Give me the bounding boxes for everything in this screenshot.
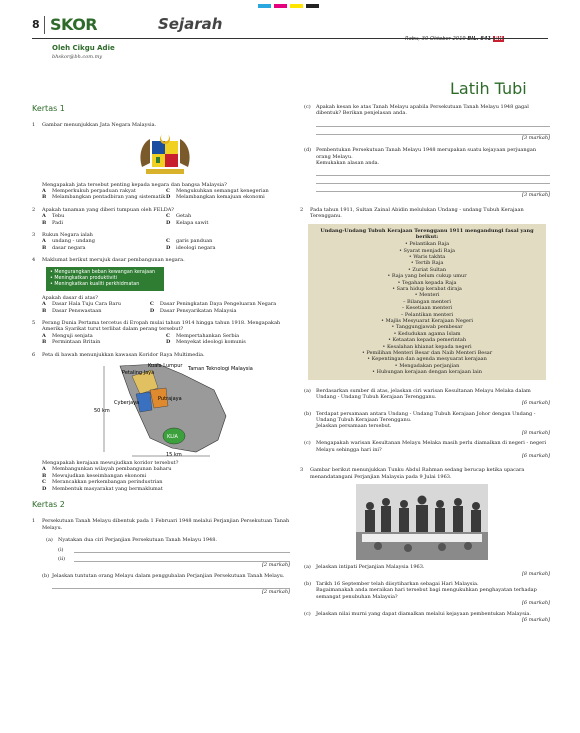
source-item: • Menteri (414, 292, 440, 299)
k1-question-2: 2 Apakah tanaman yang diberi tumpuan oleh FELDA? A Tebu B Padi C Getah D Kelapa sawit (32, 207, 290, 226)
map-label-50km: 50 km (94, 408, 110, 415)
k2-q2a (300, 388, 550, 407)
k1-question-4: 4 Maklumat berikut merujuk dasar pembangunan negara. • Mengurangkan beban kewangan kerajaan • Meningkatkan produktiviti • Meningkatkan kualiti perkhidmatan Apakah dasar di atas? A Dasar Hala Tuju Cara Baru B Dasar Penswastaan C Dasar Peningkatan Daya Pengeluaran Negara D Dasar Pensyarikatan Malaysia (32, 257, 290, 314)
marks: [3 markah] (521, 192, 550, 199)
source-item: • Majlis Mesyuarat Kerajaan Negeri (381, 317, 473, 324)
subpart-label: (c) (304, 104, 311, 110)
option-a: undang - undang (52, 238, 95, 245)
subpart-text-2: Kemukakan alasan anda. (316, 159, 380, 166)
k1-question-1: 1 Gambar menunjukkan Jata Negara Malaysia. Mengapakah jata tersebut penting kepada negara dan bangsa Malaysia? A Memperkukuh perpaduan rakyat B Melambangkan pentadbiran yang sistematik C Mengukuhkan semangat kenegerian D Melambangkan kemajuan ekonomi (32, 122, 290, 201)
map-label-tekno (187, 366, 253, 372)
subpart-text: Mengapakah warisan Kesultanan Melayu Melaka masih perlu diamalkan di negeri - negeri Melayu sehingga hari ini? (316, 440, 547, 453)
k1-question-6: 6 Peta di bawah menunjukkan kawasan Koridor Raya Multimedia. 50 km 15 km Kuala Lumpur Petaling Jaya Taman Teknologi Malaysia Cyberjaya Putrajaya KLIA Mengapakah kerajaan mewujudkan koridor tersebut? A Membangunkan wilayah pembangunan baharu B Mewujudkan keseimbangan ekonomi C Merancakkan perkembangan perindustrian D Membentuk masyarakat yang bermaklumat (32, 352, 290, 492)
color-bar-black (306, 4, 319, 8)
info-box: • Mengurangkan beban kewangan kerajaan • Meningkatkan produktiviti • Meningkatkan kualiti perkhidmatan (46, 267, 164, 291)
source-item: • Kesalahan khianat kepada negeri (382, 343, 472, 350)
option-d: Dasar Pensyarikatan Malaysia (159, 307, 237, 314)
source-item: • Mengadakan perjanjian (394, 362, 460, 369)
source-box (308, 224, 546, 380)
source-item: • Kepentingan dan agenda mesyuarat kerajaan (367, 356, 487, 363)
subpart-text: Tarikh 16 September telah diisytiharkan sebagai Hari Malaysia. (316, 580, 479, 587)
source-item: – Kesetiaan menteri (401, 305, 453, 312)
subpart-text: Terdapat persamaan antara Undang - Undang Tubuh Kerajaan Johor dengan Undang - Undang Tubuh Kerajaan Terengganu. (316, 410, 536, 424)
source-item: • Tertib Raja (410, 260, 444, 267)
subpart-text: Nyatakan dua ciri Perjanjian Persekutuan Tanah Melayu 1948. (58, 537, 217, 543)
color-bar-magenta (274, 4, 287, 8)
source-item: • Syarat menjadi Raja (399, 247, 455, 254)
option-c: garis panduan (176, 238, 213, 245)
k2-q3c (300, 611, 550, 624)
question-number: 4 (32, 257, 36, 264)
kertas1-heading: Kertas 1 (32, 104, 65, 113)
k2-q3b (300, 581, 550, 607)
question-text: Gambar berikut menunjukkan Tunku Abdul Rahman sedang berucap ketika upacara menandatangani Perjanjian Malaysia pada 9 Julai 1963. (310, 467, 525, 480)
info-bullet: Meningkatkan produktiviti (54, 275, 117, 281)
subpart-label: (c) (304, 610, 311, 617)
date-text: Rabu, 30 Oktober 2019 (405, 36, 466, 42)
subpart-text: Jelaskan tuntutan orang Melayu dalam penggubalan Perjanjian Persekutuan Tanah Melayu. (52, 572, 285, 579)
option-a: Tebu (52, 213, 65, 220)
subpart-label: (b) (304, 580, 312, 587)
subpart-label: (c) (304, 440, 311, 447)
subpart-text: Pembentukan Persekutuan Tanah Melayu 1948 merupakan suatu kejayaan perjuangan orang Melayu. (316, 147, 537, 160)
option-c: Getah (176, 213, 192, 220)
k2-q1a (42, 537, 290, 569)
source-item: • Sara hidup kerabat diraja (392, 286, 462, 293)
left-column (32, 104, 290, 595)
edition-text: BIL. 841 (467, 36, 492, 42)
k2-q1d (300, 147, 550, 199)
marks: [2 markah] (261, 562, 290, 569)
answer-line[interactable] (316, 170, 550, 176)
option-d: ideologi negara (176, 244, 216, 251)
kertas2-heading: Kertas 2 (32, 499, 65, 509)
question-number: 2 (32, 206, 36, 213)
question-number: 1 (32, 518, 36, 525)
question-stem: Mengapakah kerajaan mewujudkan koridor tersebut? (42, 460, 179, 467)
marks: [2 markah] (261, 588, 290, 595)
option-a: Membangunkan wilayah pembangunan baharu (52, 466, 172, 473)
option-d: Membentuk masyarakat yang bermaklumat (52, 485, 163, 492)
k1-question-5: 5 Perang Dunia Pertama tercetus di Eropah mulai tahun 1914 hingga tahun 1918. Mengapakah Amerika Syarikat turut terlibat dalam perang tersebut? A Menguji senjata B Permintaan Britain C Mempertahankan Serbia D Menyekat ideologi komunis (32, 320, 290, 346)
answer-line[interactable] (74, 547, 290, 553)
color-bar-yellow (290, 4, 303, 8)
subpart-label: (a) (304, 387, 311, 394)
answer-line[interactable] (74, 556, 290, 562)
dateline (405, 36, 504, 43)
question-number: 5 (32, 320, 36, 327)
subpart-text: Berdasarkan sumber di atas, jelaskan ciri warisan Kesultanan Melayu Melaka dalam Undang - Undang Tubuh Kerajaan Terengganu. (316, 387, 531, 400)
k2-question-2 (300, 207, 550, 220)
brand-logo: SKOR (50, 15, 98, 34)
source-item: • Tanggungjawab pembesar (391, 324, 463, 331)
question-number: 3 (32, 231, 36, 238)
option-c: Dasar Peningkatan Daya Pengeluaran Negara (159, 301, 277, 308)
source-item: • Pelantikan Raja (404, 241, 450, 248)
header-rule (32, 38, 548, 39)
page-title: Latih Tubi (450, 79, 527, 98)
option-c: Merancakkan perkembangan perindustrian (52, 479, 163, 486)
map-label-tekno-text: Taman Teknologi Malaysia (188, 366, 253, 373)
question-stem: Mengapakah jata tersebut penting kepada negara dan bangsa Malaysia? (42, 181, 227, 188)
option-b: Mewujudkan keseimbangan ekonomi (52, 472, 147, 479)
marks: [6 markah] (521, 453, 550, 460)
marks: [3 markah] (521, 134, 550, 141)
option-c: Mempertahankan Serbia (176, 332, 240, 339)
k2-q1c (300, 104, 550, 141)
marks: [8 markah] (521, 570, 550, 577)
subpart-label: (a) (46, 537, 53, 543)
question-number: 6 (32, 351, 36, 358)
source-item: • Ketaatan kepada pemerintah (387, 337, 467, 344)
question-text: Pada tahun 1911, Sultan Zainal Abidin melulukan Undang - undang Tubuh Kerajaan Terengganu. (310, 206, 524, 220)
option-d: Menyekat ideologi komunis (176, 339, 246, 346)
marks: [8 markah] (521, 429, 550, 436)
source-item: • Waris takhta (408, 254, 446, 261)
question-stem: Apakah dasar di atas? (42, 294, 98, 301)
option-a: Memperkukuh perpaduan rakyat (52, 188, 136, 195)
info-bullet: Meningkatkan kualiti perkhidmatan (54, 281, 140, 287)
k2-q3a (300, 564, 550, 577)
map-label-pj: Petaling Jaya (122, 370, 155, 377)
source-item: – Bilangan menteri (402, 298, 452, 305)
source-item: • Zuriat Sultan (407, 266, 447, 273)
marks: [6 markah] (521, 616, 550, 623)
subpart-label: (d) (304, 147, 312, 154)
option-d: Kelapa sawit (176, 219, 209, 226)
question-number: 1 (32, 122, 36, 129)
subpart-text: Jelaskan intipati Perjanjian Malaysia 1963. (316, 564, 425, 571)
subject-title: Sejarah (158, 15, 223, 33)
option-b: Permintaan Britain (52, 339, 101, 346)
author-name: Oleh Cikgu Adie (52, 44, 115, 52)
answer-line[interactable] (316, 178, 550, 184)
marks: [6 markah] (521, 600, 550, 607)
subpart-text-2: Jelaskan persamaan tersebut. (316, 423, 392, 430)
source-item: • Raja yang belum cukup umur (387, 273, 467, 280)
map-label-klia: KLIA (167, 434, 178, 441)
map-label-kl: Kuala Lumpur (148, 363, 183, 370)
question-text: Persekutuan Tanah Melayu dibentuk pada 1 Februari 1948 melalui Perjanjian Persekutuan Tanah Melayu. (42, 518, 290, 531)
question-number: 3 (300, 467, 304, 474)
k2-question-3 (300, 467, 550, 560)
signing-ceremony-photo (356, 484, 488, 560)
source-item: • Pemilihan Menteri Besar dan Naib Menteri Besar (361, 349, 493, 356)
jata-negara-emblem-icon (134, 133, 196, 179)
page-number: 8 (32, 18, 40, 31)
source-item: • Kedudukan agama Islam (393, 330, 461, 337)
k2-question-1 (32, 518, 290, 595)
question-text: Maklumat berikut merujuk dasar pembangunan negara. (42, 257, 185, 264)
author-email: bhskor@bh.com.my (52, 54, 103, 60)
subpart-text: Apakah kesan ke atas Tanah Melayu apabila Persekutuan Tanah Melayu 1948 gagal dibentuk? Berikan penjelasan anda. (316, 104, 529, 117)
option-c: Mengukuhkan semangat kenegerian (176, 188, 269, 195)
roman-ii: (ii) (58, 555, 66, 562)
question-text: Perang Dunia Pertama tercetus di Eropah mulai tahun 1914 hingga tahun 1918. Mengapakah Amerika Syarikat turut terlibat dalam perang tersebut? (42, 320, 281, 333)
map-label-putrajaya: Putrajaya (158, 396, 182, 403)
question-text: Apakah tanaman yang diberi tumpuan oleh FELDA? (42, 206, 174, 213)
right-column (300, 104, 550, 623)
subpart-label: (b) (42, 572, 50, 579)
subpart-label: (b) (304, 410, 312, 417)
marks: [6 markah] (521, 400, 550, 407)
bh-logo: BH (494, 36, 503, 42)
subpart-text: Jelaskan nilai murni yang dapat diamalkan melalui kejayaan pembentukan Malaysia. (316, 610, 531, 617)
question-text: Rukun Negara ialah (42, 231, 93, 238)
question-text: Gambar menunjukkan Jata Negara Malaysia. (42, 122, 157, 129)
option-d: Melambangkan kemajuan ekonomi (176, 194, 265, 201)
question-text: Peta di bawah menunjukkan kawasan Koridor Raya Multimedia. (42, 351, 205, 358)
subpart-text-2: Bagaimanakah anda meraikan hari tersebut bagi mengukuhkan penghayatan terhadap semangat penubuhan Malaysia? (316, 587, 537, 600)
k1-question-3: 3 Rukun Negara ialah A undang - undang B dasar negara C garis panduan D ideologi negara (32, 232, 290, 251)
option-b: dasar negara (52, 244, 86, 251)
source-item: – Pelantikan menteri (400, 311, 454, 318)
map-label-cyberjaya: Cyberjaya (114, 400, 140, 407)
map-label-15km: 15 km (166, 452, 182, 459)
source-item: • Tegahan kepada Raja (397, 279, 457, 286)
info-bullet: Mengurangkan beban kewangan kerajaan (54, 269, 156, 275)
k2-q1b (42, 573, 290, 596)
k2-q2c (300, 440, 550, 459)
source-box-title: Undang-Undang Tubuh Kerajaan Terengganu 1911 mengandungi fasal yang berikut: (320, 227, 534, 240)
option-b: Dasar Penswastaan (52, 307, 102, 314)
option-b: Melambangkan pentadbiran yang sistematik (52, 194, 166, 201)
answer-line[interactable] (316, 121, 550, 127)
k2-q2b (300, 411, 550, 437)
option-b: Padi (52, 219, 63, 226)
question-number: 2 (300, 206, 304, 213)
option-a: Menguji senjata (52, 332, 93, 339)
option-a: Dasar Hala Tuju Cara Baru (52, 301, 121, 308)
roman-i: (i) (58, 547, 64, 554)
color-bar-cyan (258, 4, 271, 8)
header-separator (44, 16, 45, 34)
subpart-label: (a) (304, 564, 311, 571)
source-item: • Hubungan kerajaan dengan kerajaan lain (372, 369, 482, 376)
